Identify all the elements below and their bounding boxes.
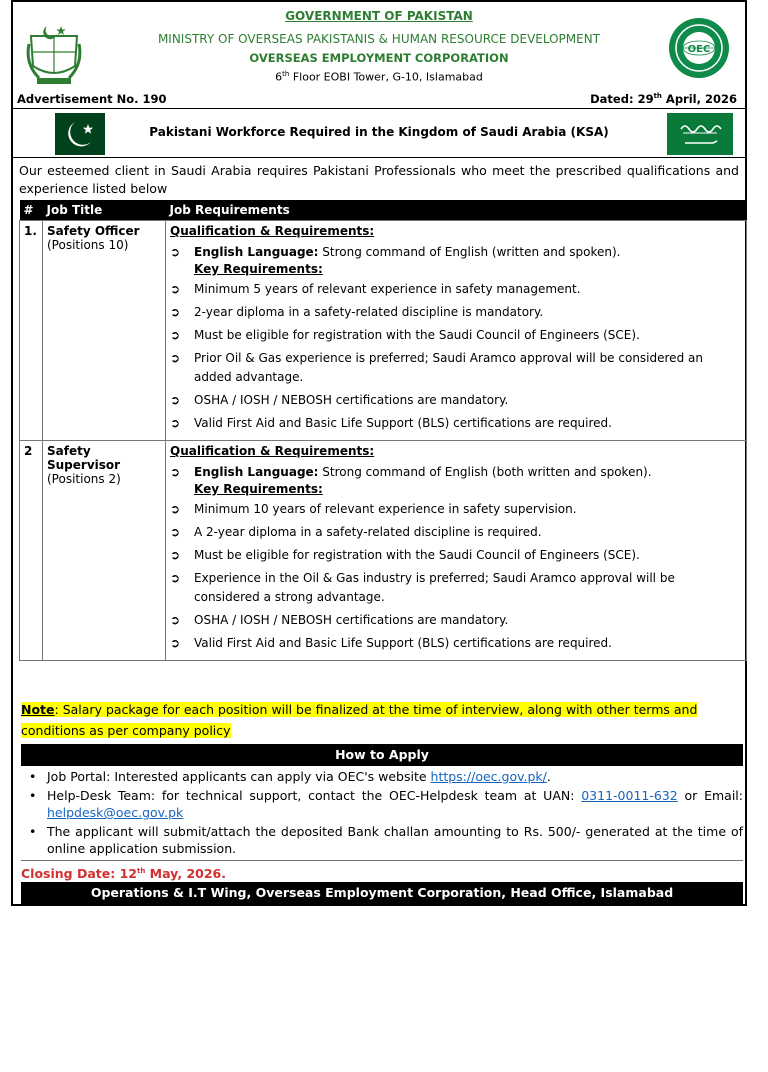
- oec-logo-text: OEC: [687, 44, 711, 55]
- job-title: Safety Supervisor: [47, 444, 121, 472]
- advert-row: [17, 90, 737, 108]
- requirements-list: [170, 280, 742, 433]
- list-item: ➲ Experience in the Oil & Gas industry is preferred; Saudi Aramco approval will be considered a strong advantage.: [170, 571, 675, 604]
- list-item: ➲ Minimum 5 years of relevant experience in safety management.: [170, 280, 742, 299]
- list-item: ➲ OSHA / IOSH / NEBOSH certifications are mandatory.: [170, 611, 742, 630]
- arrow-icon: ➲: [170, 305, 181, 319]
- arrow-icon: ➲: [170, 502, 181, 516]
- arrow-icon: ➲: [170, 351, 181, 365]
- requirements-list: [170, 243, 742, 262]
- arrow-icon: ➲: [170, 282, 181, 296]
- list-item: ➲ Valid First Aid and Basic Life Support (BLS) certifications are required.: [170, 634, 742, 653]
- arrow-icon: ➲: [170, 328, 181, 342]
- arrow-icon: ➲: [170, 416, 181, 430]
- advert-date: Dated: 29th April, 2026: [590, 92, 737, 106]
- list-item: ➲ 2-year diploma in a safety-related discipline is mandatory.: [170, 303, 742, 322]
- key-requirements-heading: Key Requirements:: [194, 482, 323, 496]
- key-requirements-heading: Key Requirements:: [194, 262, 323, 276]
- arrow-icon: ➲: [170, 636, 181, 650]
- table-row: [20, 221, 747, 441]
- table-header-row: [20, 200, 747, 221]
- arrow-icon: ➲: [170, 393, 181, 407]
- list-item: ➲ OSHA / IOSH / NEBOSH certifications are mandatory.: [170, 391, 742, 410]
- how-to-apply-heading: How to Apply: [21, 744, 743, 766]
- advertisement-page: [11, 0, 747, 906]
- helpdesk-phone-link[interactable]: 0311-0011-632: [581, 788, 678, 803]
- oec-website-link[interactable]: https://oec.gov.pk/: [430, 769, 547, 784]
- header-number: #: [20, 200, 43, 221]
- table-row: [20, 441, 747, 661]
- salary-note: [21, 699, 743, 741]
- office-address: 6th Floor EOBI Tower, G-10, Islamabad: [275, 70, 483, 84]
- arrow-icon: ➲: [170, 525, 181, 539]
- row-number: 2: [20, 441, 43, 661]
- job-positions: (Positions 2): [47, 472, 121, 486]
- apply-list: [21, 768, 743, 859]
- list-item: • Help-Desk Team: for technical support, contact the OEC-Helpdesk team at UAN: 0311-0011-632 or Email: helpdesk@oec.gov.pk: [21, 787, 743, 821]
- arrow-icon: ➲: [170, 465, 181, 479]
- arrow-icon: ➲: [170, 571, 181, 585]
- helpdesk-email-link[interactable]: helpdesk@oec.gov.pk: [47, 805, 184, 820]
- government-title: GOVERNMENT OF PAKISTAN: [285, 9, 473, 23]
- letterhead: [13, 2, 745, 90]
- footer-bar: Operations & I.T Wing, Overseas Employment Corporation, Head Office, Islamabad: [21, 882, 743, 904]
- row-number: 1.: [20, 221, 43, 441]
- arrow-icon: ➲: [170, 245, 181, 259]
- note-label: Note: [21, 702, 55, 717]
- arrow-icon: ➲: [170, 548, 181, 562]
- qualification-heading: Qualification & Requirements:: [170, 444, 375, 458]
- job-positions: (Positions 10): [47, 238, 129, 252]
- job-title: Safety Officer: [47, 224, 140, 238]
- header-job-requirements: Job Requirements: [166, 200, 747, 221]
- qualification-heading: Qualification & Requirements:: [170, 224, 375, 238]
- list-item: ➲ Must be eligible for registration with the Saudi Council of Engineers (SCE).: [170, 546, 742, 565]
- list-item: • The applicant will submit/attach the deposited Bank challan amounting to Rs. 500/- generated at the time of online application submission.: [21, 823, 743, 857]
- list-item: ➲ English Language: Strong command of English (both written and spoken).: [170, 463, 742, 482]
- saudi-flag-icon: [667, 113, 733, 155]
- list-item: ➲ English Language: Strong command of English (written and spoken).: [170, 243, 742, 262]
- requirements-list: [170, 500, 742, 653]
- requirements-list: [170, 463, 742, 482]
- list-item: • Job Portal: Interested applicants can apply via OEC's website https://oec.gov.pk/.: [21, 768, 743, 785]
- note-text: : Salary package for each position will be finalized at the time of interview, along with other terms and conditions as per company policy: [21, 702, 698, 738]
- list-item: ➲ Valid First Aid and Basic Life Support (BLS) certifications are required.: [170, 414, 742, 433]
- job-requirements-cell: [166, 221, 747, 441]
- intro-text: Our esteemed client in Saudi Arabia requires Pakistani Professionals who meet the prescribed qualifications and experience listed below: [19, 163, 739, 196]
- closing-date: Closing Date: 12th May, 2026.: [21, 860, 743, 881]
- header-job-title: Job Title: [43, 200, 166, 221]
- list-item: ➲ Must be eligible for registration with the Saudi Council of Engineers (SCE).: [170, 326, 742, 345]
- ministry-title: MINISTRY OF OVERSEAS PAKISTANIS & HUMAN RESOURCE DEVELOPMENT: [157, 32, 601, 46]
- arrow-icon: ➲: [170, 613, 181, 627]
- jobs-table: [19, 200, 747, 661]
- list-item: ➲ Prior Oil & Gas experience is preferred; Saudi Aramco approval will be considered an added advantage.: [170, 351, 703, 384]
- job-title-cell: [43, 221, 166, 441]
- oec-logo-icon: [667, 16, 731, 80]
- advert-number: Advertisement No. 190: [17, 92, 167, 106]
- advert-title: Pakistani Workforce Required in the Kingdom of Saudi Arabia (KSA): [149, 125, 609, 139]
- title-bar: [13, 108, 745, 158]
- list-item: ➲ A 2-year diploma in a safety-related discipline is required.: [170, 523, 742, 542]
- job-requirements-cell: [166, 441, 747, 661]
- job-title-cell: [43, 441, 166, 661]
- corporation-title: OVERSEAS EMPLOYMENT CORPORATION: [249, 51, 509, 65]
- list-item: ➲ Minimum 10 years of relevant experience in safety supervision.: [170, 500, 742, 519]
